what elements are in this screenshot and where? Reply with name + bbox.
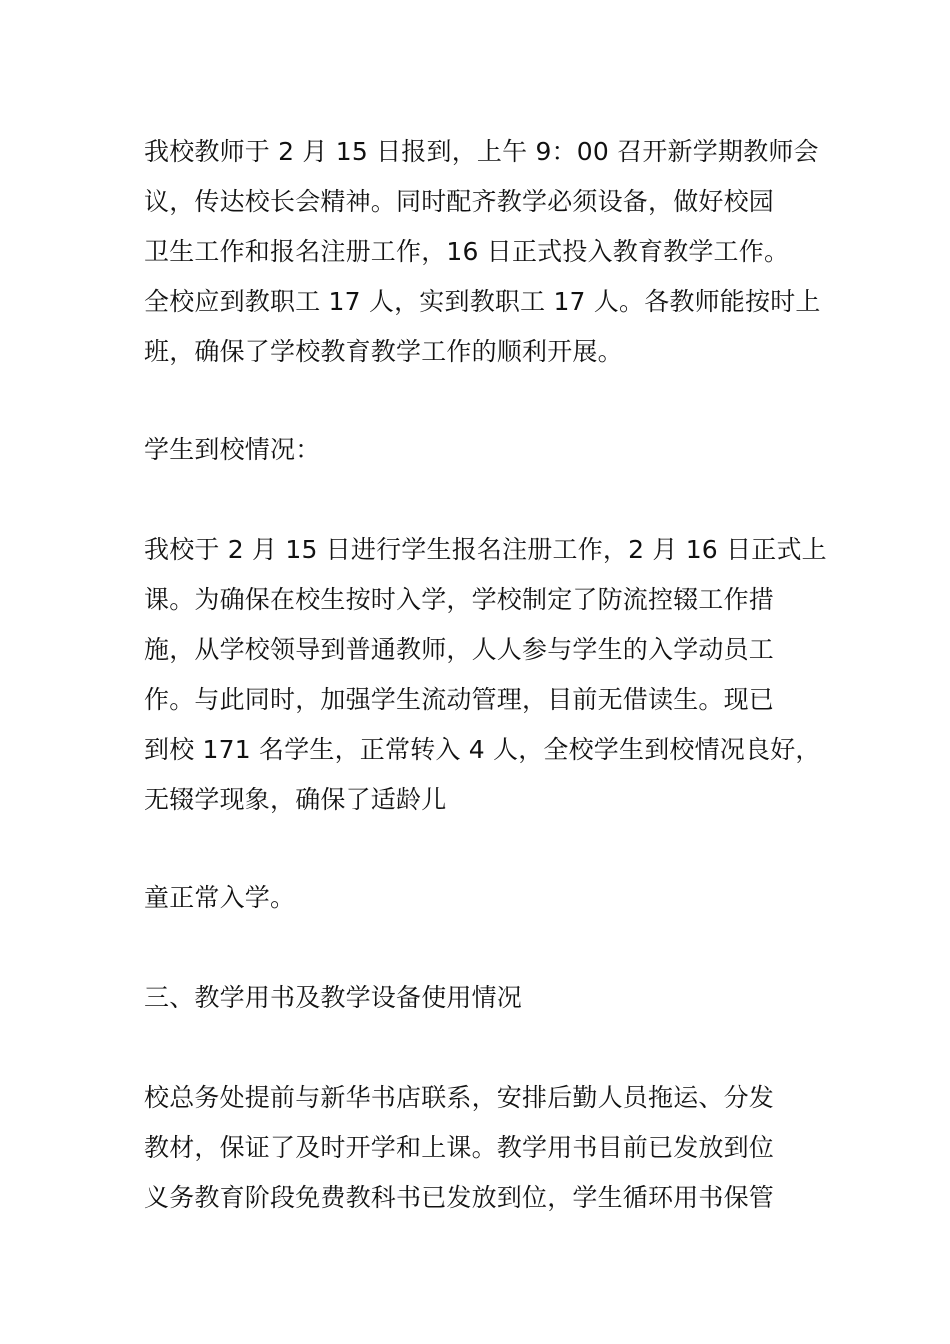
text-line: 到校 171 名学生，正常转入 4 人，全校学生到校情况良好， xyxy=(144,735,821,764)
text-line: 课。为确保在校生按时入学，学校制定了防流控辍工作措 xyxy=(144,585,775,614)
text-line: 童正常入学。 xyxy=(144,883,296,912)
text-line: 教材，保证了及时开学和上课。教学用书目前已发放到位 xyxy=(144,1133,775,1162)
text-line: 作。与此同时，加强学生流动管理，目前无借读生。现已 xyxy=(144,685,775,714)
text-line: 我校教师于 2 月 15 日报到，上午 9：00 召开新学期教师会 xyxy=(144,137,819,166)
text-line: 学生到校情况： xyxy=(144,435,321,464)
paragraph-textbook-distribution xyxy=(144,1073,824,1223)
paragraph-student-registration xyxy=(144,525,827,825)
text-line: 三、教学用书及教学设备使用情况 xyxy=(144,983,523,1012)
text-line: 全校应到教职工 17 人，实到教职工 17 人。各教师能按时上 xyxy=(144,287,821,316)
text-line: 议，传达校长会精神。同时配齐教学必须设备，做好校园 xyxy=(144,187,775,216)
paragraph-teacher-report xyxy=(144,127,824,377)
paragraph-continuation xyxy=(144,873,824,923)
text-line: 班，确保了学校教育教学工作的顺利开展。 xyxy=(144,337,623,366)
text-line: 施，从学校领导到普通教师，人人参与学生的入学动员工 xyxy=(144,635,775,664)
text-line: 义务教育阶段免费教科书已发放到位，学生循环用书保管 xyxy=(144,1183,775,1212)
text-line: 我校于 2 月 15 日进行学生报名注册工作，2 月 16 日正式上 xyxy=(144,535,827,564)
text-line: 卫生工作和报名注册工作，16 日正式投入教育教学工作。 xyxy=(144,237,790,266)
section-heading-student-arrival xyxy=(144,425,824,475)
text-line: 无辍学现象，确保了适龄儿 xyxy=(144,785,447,814)
section-heading-textbooks xyxy=(144,973,824,1023)
text-line: 校总务处提前与新华书店联系，安排后勤人员拖运、分发 xyxy=(144,1083,775,1112)
